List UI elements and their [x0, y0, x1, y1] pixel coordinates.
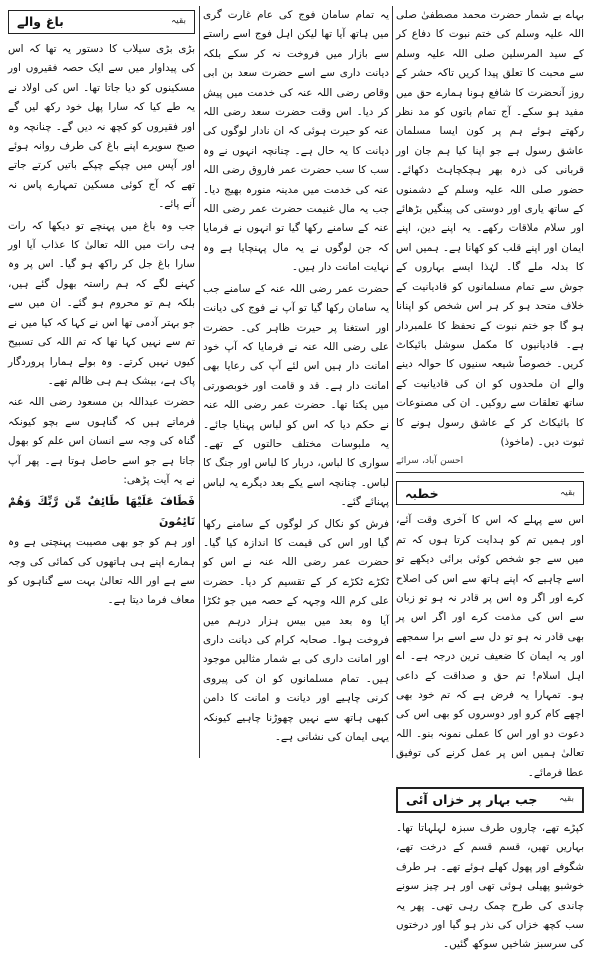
baagh-waale-heading: [8, 10, 195, 34]
khutba-text: اس سے پہلے کہ اس کا آخری وقت آئے، اور ہمیں تم کو ہدایت کرتا ہوں کہ تم میں سے جو شخص کوئی برائی دیکھے تو اسے چاہیے کہ اپنے ہاتھ سے اس کی اصلاح کرے اور اگر وہ اس پر قادر نہ ہو تو زبان سے اس کی مذمت کرے اور اگر اس پر بھی قادر نہ ہو تو دل سے اسے برا سمجھے اور یہ ایمان کا ضعیف ترین درجہ ہے۔ اے اہل اسلام! تم حق و صداقت کے داعی ہو۔ تمہارا یہ فرض ہے کہ تم خود بھی اچھے کام کرو اور دوسروں کو بھی اس کی دعوت دو اور اس کا عملی نمونہ بنو۔ اللہ تعالیٰ ہمیں اس پر عمل کرنے کی توفیق عطا فرمائے۔: [396, 514, 584, 779]
khutba-heading-prefix: بقیہ: [559, 487, 575, 498]
column-rule: [199, 6, 200, 758]
baagh-heading-prefix: بقیہ: [170, 16, 186, 27]
article-continuation-text: بہاے بے شمار حضرت محمد مصطفیٰ صلی اللہ علیہ وسلم کی ختم نبوت کا دفاع کر کے سید المرسلین صلی اللہ علیہ وسلم سے محبت کا تعلق پیدا کریں تاکہ حشر کے روز آنحضرت کا شافع ہونا ہمارے حق میں مفید ہو سکے۔ آج تمام باتوں کو مد نظر رکھتے ہوئے ہم پر کون ایسا مسلمان عاشق رسول ہے جو اپنا کیا ہم جان اور قربانی کی ذرہ بھر ہچکچاہٹ دکھائے۔ حضور صلی اللہ علیہ وسلم کے دشمنوں کے ساتھ یاری اور دوستی کی پینگیں بڑھائے اور سلام ملاقات رکھے۔ یہ اپنے دین، اپنے ایمان اور اپنے قلب کو کھانا ہے۔ ہمیں اس کا بدلہ ملے گا۔ لہٰذا ایسے بہاروں کے جوش سے تمام مسلمانوں کو قادیانیت کے خلاف متحد ہو کر ہر اس شخص کو اپنانا ہو گا جو ختم نبوت کے تحفظ کا علمبردار ہے۔ قادیانیوں کا مکمل سوشل بائیکاٹ کریں۔ خصوصاً شیعہ سنیوں کا حوالہ دینے والے ان ملحدوں کو ان کی قادیانیت کے ساتھ تعلقات سے روکیں۔ ان کی مصنوعات کا بائیکاٹ کر کے عاشق رسول ہونے کا ثبوت دیں۔ (ماخوذ): [396, 9, 584, 448]
khutba-heading-title: خطبہ: [405, 485, 439, 501]
middle-paragraph: فرش کو نکال کر لوگوں کے سامنے رکھا گیا اور اس کی قیمت کا اندازہ کیا گیا۔ حضرت عمر رضی اللہ عنہ نے اس کو ٹکڑے ٹکڑے کر کے تقسیم کر دیا۔ حضرت علی کرم اللہ وجہہ کے حصہ میں جو ٹکڑا آیا وہ بعد میں بیس ہزار درہم میں فروخت ہوا۔ صحابہ کرام کی دیانت داری اور امانت داری کی بے شمار مثالیں موجود ہیں۔ تمام مسلمانوں کو ان کی پیروی کرنی چاہیے اور دیانت و امانت کا دامن کبھی ہاتھ سے نہیں چھوڑنا چاہیے کیونکہ یہی ایمان کی نشانی ہے۔: [203, 517, 389, 744]
baagh-closing: اور ہم کو جو بھی مصیبت پہنچتی ہے وہ ہمارے اپنے ہی ہاتھوں کی کمائی کی وجہ سے ہے اور اللہ تعالیٰ بہت سے گناہوں کو معاف فرما دیتا ہے۔: [8, 536, 195, 607]
middle-paragraph: حضرت عمر رضی اللہ عنہ کے سامنے جب یہ سامان رکھا گیا تو آپ نے فوج کی دیانت اور استغنا پر حیرت ظاہر کی۔ حضرت علی رضی اللہ عنہ نے فرمایا کہ آپ خود امانت دار ہیں اس لئے آپ کی رعایا بھی امانت دار ہے۔ قد و قامت اور خوبصورتی میں یکتا تھا۔ حضرت عمر رضی اللہ عنہ نے حکم دیا کہ اس کو لباس پہنایا جائے۔ یہ ملبوسات مختلف حالتوں کے تھے۔ سواری کا لباس، دربار کا لباس اور جنگ کا لباس۔ چنانچہ اسے یکے بعد دیگرے یہ لباس پہنائے گئے۔: [203, 282, 389, 509]
middle-paragraph: یہ تمام سامان فوج کی عام غارت گری میں ہاتھ آیا تھا لیکن اہل فوج اسے راستے سے بازار میں فروخت نہ کر سکے بلکہ دیانت داری سے اسے حضرت سعد بن ابی وقاص رضی اللہ عنہ کی خدمت میں پیش کر دیا۔ اس وقت حضرت سعد رضی اللہ عنہ کو حیرت ہوئی کہ ان نادار لوگوں کی دیانت کا یہ حال ہے۔ چنانچہ انہوں نے وہ سب کا سب حضرت عمر فاروق رضی اللہ عنہ کی خدمت میں مدینہ منورہ بھیج دیا۔ جب یہ مال غنیمت حضرت عمر رضی اللہ عنہ کے سامنے رکھا گیا تو انہوں نے فرمایا کہ جن لوگوں نے یہ مال پہنچایا ہے وہ نہایت امانت دار ہیں۔: [203, 9, 389, 274]
bahar-text: کپڑے تھے، چاروں طرف سبزہ لہلہاتا تھا۔ بہاریں تھیں، قسم قسم کے درخت تھے، شگوفے اور پھول کھلے ہوئے تھے۔ ہر طرف خوشبو پھیلی ہوئی تھی اور ہر چیز سونے چاندی کی طرح چمک رہی تھی۔ پھر یہ سب کچھ خزاں کی نذر ہو گیا اور درختوں کی سرسبز شاخیں سوکھ گئیں۔: [396, 822, 584, 951]
middle-column: [203, 6, 389, 747]
khutba-heading: [396, 481, 584, 505]
bahar-heading-title: جب بہار پر خزاں آئی: [406, 792, 538, 808]
column-rule: [392, 6, 393, 758]
right-column: [396, 6, 584, 955]
baagh-heading-title: باغ والے: [17, 14, 64, 30]
baagh-paragraph: بڑی بڑی سیلاب کا دستور یہ تھا کہ اس کی پیداوار میں سے ایک حصہ فقیروں اور مسکینوں کو دیا جاتا تھا۔ اس کی اولاد نے یہ طے کیا کہ سارا پھل خود رکھ لیں گے اور فقیروں کو کچھ نہ دیں گے۔ چنانچہ وہ صبح سویرے اپنے باغ کی طرف روانہ ہوئے اور آپس میں چپکے چپکے باتیں کرتے جاتے تھے کہ آج کوئی مسکین تمہارے پاس نہ آنے پائے۔: [8, 43, 195, 211]
quran-verse: فَطَافَ عَلَيْهَا طَائِفٌ مِّن رَّبِّكَ وَهُمْ نَائِمُونَ: [8, 495, 195, 528]
source-note: احسن آباد، سرائے: [396, 456, 464, 467]
section-divider: [396, 472, 584, 473]
bahar-heading: [396, 787, 584, 813]
left-column: [8, 6, 195, 611]
bahar-heading-prefix: بقیہ: [558, 794, 574, 805]
baagh-paragraph: جب وہ باغ میں پہنچے تو دیکھا کہ رات ہی رات میں اللہ تعالیٰ کا عذاب آیا اور سارا باغ جل کر راکھ ہو گیا۔ اس پر وہ کہنے لگے کہ ہم راستہ بھول گئے ہیں، بلکہ ہم تو محروم ہو گئے۔ ان میں سے جو بہتر آدمی تھا اس نے کہا کہ کیا میں نے تم سے نہیں کہا تھا کہ تم اللہ کی تسبیح کیوں نہیں کرتے۔ وہ بولے ہمارا پروردگار پاک ہے، بیشک ہم ہی ظالم تھے۔: [8, 219, 195, 387]
baagh-paragraph: حضرت عبداللہ بن مسعود رضی اللہ عنہ فرماتے ہیں کہ گناہوں سے بچو کیونکہ گناہ کی وجہ سے انسان اس علم کو بھول جاتا ہے جو اسے حاصل ہوتا ہے۔ پھر آپ نے یہ آیت پڑھی:: [8, 396, 195, 486]
